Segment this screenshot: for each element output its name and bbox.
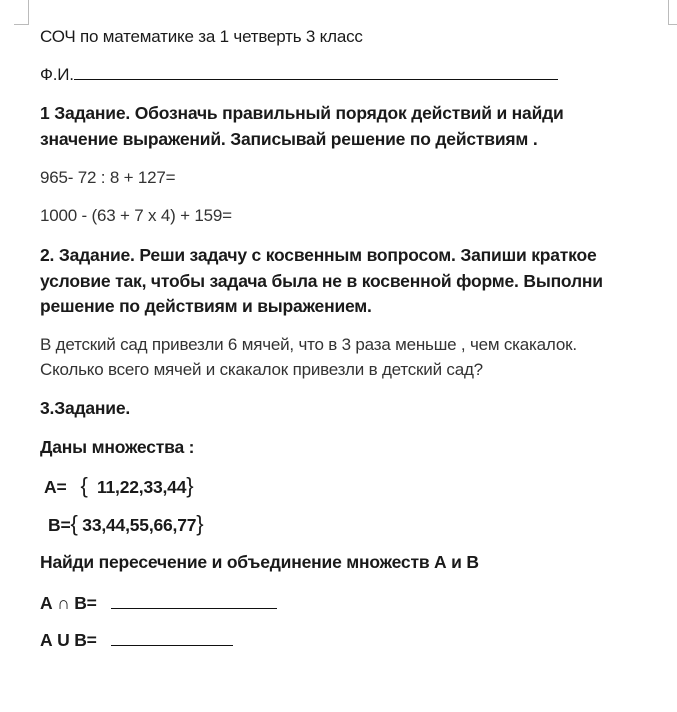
page-corner-mark — [14, 0, 29, 25]
brace-open: { — [70, 511, 78, 536]
union-row — [40, 630, 233, 651]
task2-heading-line: решение по действиям и выражением. — [40, 296, 372, 316]
task3-heading: 3.Задание. — [40, 398, 131, 418]
intersection-blank[interactable] — [111, 594, 277, 609]
sets-given-label: Даны множества : — [40, 437, 195, 457]
brace-close: } — [196, 511, 204, 536]
set-a-label: А= — [44, 477, 67, 497]
task3-instruction: Найди пересечение и объединение множеств А и В — [40, 552, 479, 572]
set-b-label: В= — [48, 515, 71, 535]
task2-heading-line: условие так, чтобы задача была не в косвенной форме. Выполни — [40, 271, 603, 291]
set-a-values: 11,22,33,44 — [96, 477, 187, 497]
name-field — [40, 65, 558, 85]
intersection-row — [40, 593, 277, 614]
expression-2: 1000 - (63 + 7 х 4) + 159= — [40, 206, 232, 225]
task1-heading-line: значение выражений. Записывай решение по действиям . — [40, 129, 538, 149]
problem-line: Сколько всего мячей и скакалок привезли в детский сад? — [40, 360, 483, 379]
task2-heading-line: 2. Задание. Реши задачу с косвенным вопросом. Запиши краткое — [40, 245, 597, 265]
document-title: СОЧ по математике за 1 четверть 3 класс — [40, 27, 363, 46]
union-blank[interactable] — [111, 631, 233, 646]
union-label: А U В= — [40, 630, 97, 650]
page-corner-mark — [668, 0, 677, 25]
expression-1: 965- 72 : 8 + 127= — [40, 168, 176, 187]
brace-close: } — [186, 473, 194, 498]
intersection-label: А ∩ В= — [40, 593, 97, 613]
brace-open: { — [80, 473, 88, 498]
name-blank[interactable] — [74, 65, 558, 80]
set-b-values: 33,44,55,66,77 — [82, 515, 197, 535]
set-b — [48, 511, 203, 537]
fio-label: Ф.И. — [40, 65, 74, 84]
problem-line: В детский сад привезли 6 мячей, что в 3 раза меньше , чем скакалок. — [40, 335, 577, 354]
task1-heading-line: 1 Задание. Обозначь правильный порядок действий и найди — [40, 103, 564, 123]
set-a — [44, 473, 193, 499]
